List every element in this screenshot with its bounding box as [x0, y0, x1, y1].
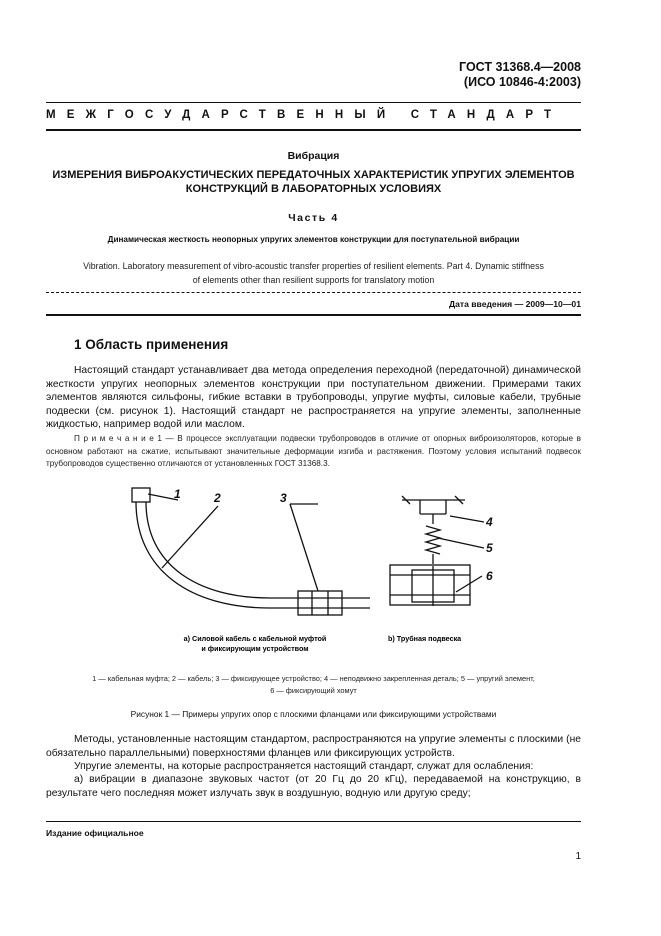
paragraph-purpose-text: Упругие элементы, на которые распространяется настоящий стандарт, служат для ослабления:	[74, 761, 534, 772]
date-rule	[46, 314, 581, 316]
paragraph-purpose	[46, 760, 581, 774]
header-rule	[46, 129, 581, 131]
label-3: 3	[280, 491, 287, 505]
label-6: 6	[486, 569, 493, 583]
caption-a-line1: а) Силовой кабель с кабельной муфтой	[183, 634, 327, 643]
note-text: В процессе эксплуатации подвески трубопроводов в отличие от опорных виброизоляторов, которые в основном работают на сжатие, испытывают значительные деформации изгиба и растяжения. Поэтому условия испытаний подвесок трубопроводов существенно отличаются от установленных ГОСТ 31368.3.	[46, 434, 581, 468]
caption-a-line2: и фиксирующим устройством	[201, 644, 309, 653]
iso-number: (ИСО 10846-4:2003)	[463, 75, 581, 89]
english-title-line2: of elements other than resilient supports for translatory motion	[192, 275, 435, 285]
subtitle: Динамическая жесткость неопорных упругих элементов конструкции для поступательной вибрации	[107, 235, 520, 244]
paragraph-item-a	[46, 773, 581, 800]
clamp-shape	[298, 591, 342, 615]
part-title: Часть 4	[288, 212, 339, 224]
cable-outer	[136, 502, 370, 608]
official-edition: Издание официальное	[46, 828, 144, 838]
caption-b: b) Трубная подвеска	[388, 634, 462, 643]
legend-line1: 1 — кабельная муфта; 2 — кабель; 3 — фиксирующее устройство; 4 — неподвижно закрепленная деталь; 5 — упругий элемент,	[92, 674, 535, 683]
caption-a	[160, 634, 350, 654]
intro-date: Дата введения — 2009—10—01	[448, 299, 581, 309]
cable-coupling-shape	[132, 488, 150, 502]
label-2: 2	[214, 491, 221, 505]
english-title-line1: Vibration. Laboratory measurement of vibro-acoustic transfer properties of resilient elements. Part 4. Dynamic stiffness	[83, 261, 544, 271]
standard-type: МЕЖГОСУДАРСТВЕННЫЙ СТАНДАРТ	[46, 109, 563, 121]
paragraph-methods	[46, 733, 581, 760]
standard-number: ГОСТ 31368.4—2008	[459, 60, 581, 74]
figure-1-drawing	[100, 480, 520, 660]
cable-inner	[146, 502, 370, 598]
section-heading: 1 Область применения	[74, 337, 229, 352]
title-rule	[46, 292, 581, 293]
paragraph-scope	[46, 364, 581, 432]
note-1	[46, 433, 581, 471]
standard-number-block	[459, 60, 581, 90]
note-label: П р и м е ч а н и е 1 —	[74, 434, 174, 443]
figure-caption: Рисунок 1 — Примеры упругих опор с плоскими фланцами или фиксирующими устройствами	[130, 709, 497, 719]
figure-a-cable	[132, 488, 370, 615]
footer-rule	[46, 821, 581, 822]
topic-title: Вибрация	[287, 150, 340, 162]
main-title: ИЗМЕРЕНИЯ ВИБРОАКУСТИЧЕСКИХ ПЕРЕДАТОЧНЫХ ХАРАКТЕРИСТИК УПРУГИХ ЭЛЕМЕНТОВ КОНСТРУКЦИЙ В ЛАБОРАТОРНЫХ УСЛОВИЯХ	[52, 169, 575, 195]
label-5: 5	[486, 541, 493, 555]
paragraph-scope-text: Настоящий стандарт устанавливает два метода определения переходной (передаточной) динамической жесткости упругих неопорных элементов конструкции при поступательном движении. Примерами таких элементов являются сильфоны, гибкие вставки в трубопроводы, упругие муфты, силовые кабели, трубные подвески (см. рисунок 1). Настоящий стандарт не распространяется на упругие элементы, заполненные жидкостью, например водой или маслом.	[46, 365, 581, 430]
figure-b-hanger	[390, 496, 484, 606]
label-4: 4	[486, 515, 493, 529]
english-title	[46, 259, 581, 287]
paragraph-item-a-text: а) вибрации в диапазоне звуковых частот (от 20 Гц до 20 кГц), передаваемой на конструкцию, в результате чего последняя может излучать звук в воздушную, водную или другую среду;	[46, 774, 581, 799]
label-1: 1	[174, 487, 181, 501]
paragraph-methods-text: Методы, установленные настоящим стандартом, распространяются на упругие элементы с плоскими (не обязательно параллельными) поверхностями фланцев или фиксирующих устройств.	[46, 734, 581, 759]
top-rule	[46, 102, 581, 103]
legend-line2: 6 — фиксирующий хомут	[270, 686, 357, 695]
figure-legend	[46, 673, 581, 697]
page-number: 1	[575, 851, 581, 862]
